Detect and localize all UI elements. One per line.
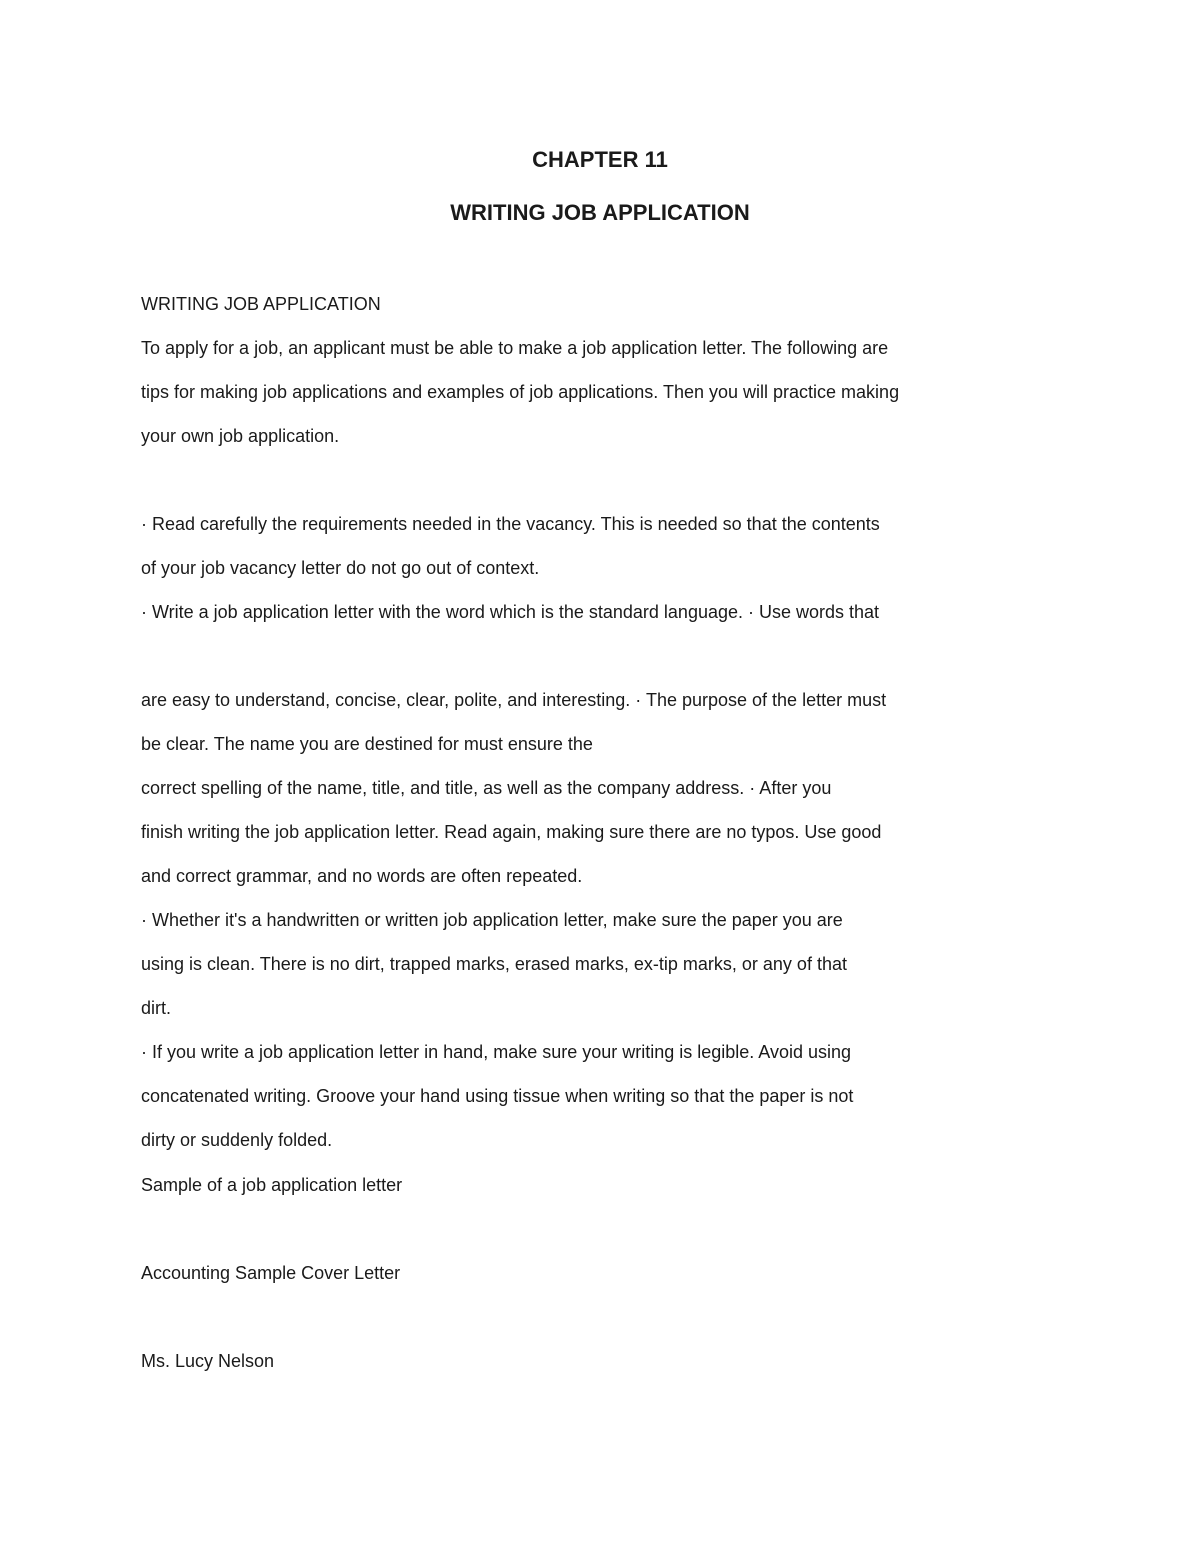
tip-line: are easy to understand, concise, clear, polite, and interesting. · The purpose of the letter must <box>141 690 887 710</box>
chapter-subtitle: WRITING JOB APPLICATION <box>450 200 750 225</box>
tip-line: concatenated writing. Groove your hand using tissue when writing so that the paper is not <box>141 1086 854 1106</box>
body-line: To apply for a job, an applicant must be able to make a job application letter. The following are <box>141 338 889 358</box>
tip-line: dirt. <box>141 998 172 1018</box>
tip-line: and correct grammar, and no words are often repeated. <box>141 866 583 886</box>
tip-line: be clear. The name you are destined for must ensure the <box>141 734 593 754</box>
tip-line: finish writing the job application letter. Read again, making sure there are no typos. Use good <box>141 822 882 842</box>
tip-line: of your job vacancy letter do not go out of context. <box>141 558 540 578</box>
tip-line: dirty or suddenly folded. <box>141 1130 333 1150</box>
section-heading: WRITING JOB APPLICATION <box>141 294 381 314</box>
tip-line: correct spelling of the name, title, and title, as well as the company address. · After you <box>141 778 832 798</box>
sample-letter-title: Accounting Sample Cover Letter <box>141 1263 401 1283</box>
recipient-name: Ms. Lucy Nelson <box>141 1351 275 1371</box>
sample-caption: Sample of a job application letter <box>141 1175 403 1195</box>
tip-line: · Write a job application letter with the word which is the standard language. · Use words that <box>141 602 880 622</box>
tip-line: · If you write a job application letter in hand, make sure your writing is legible. Avoid using <box>141 1042 852 1062</box>
tip-line: · Read carefully the requirements needed in the vacancy. This is needed so that the contents <box>141 514 880 534</box>
body-line: your own job application. <box>141 426 340 446</box>
body-line: tips for making job applications and examples of job applications. Then you will practice making <box>141 382 900 402</box>
tip-line: using is clean. There is no dirt, trapped marks, erased marks, ex-tip marks, or any of that <box>141 954 847 974</box>
tip-line: · Whether it's a handwritten or written job application letter, make sure the paper you are <box>141 910 843 930</box>
chapter-title: CHAPTER 11 <box>532 147 668 172</box>
